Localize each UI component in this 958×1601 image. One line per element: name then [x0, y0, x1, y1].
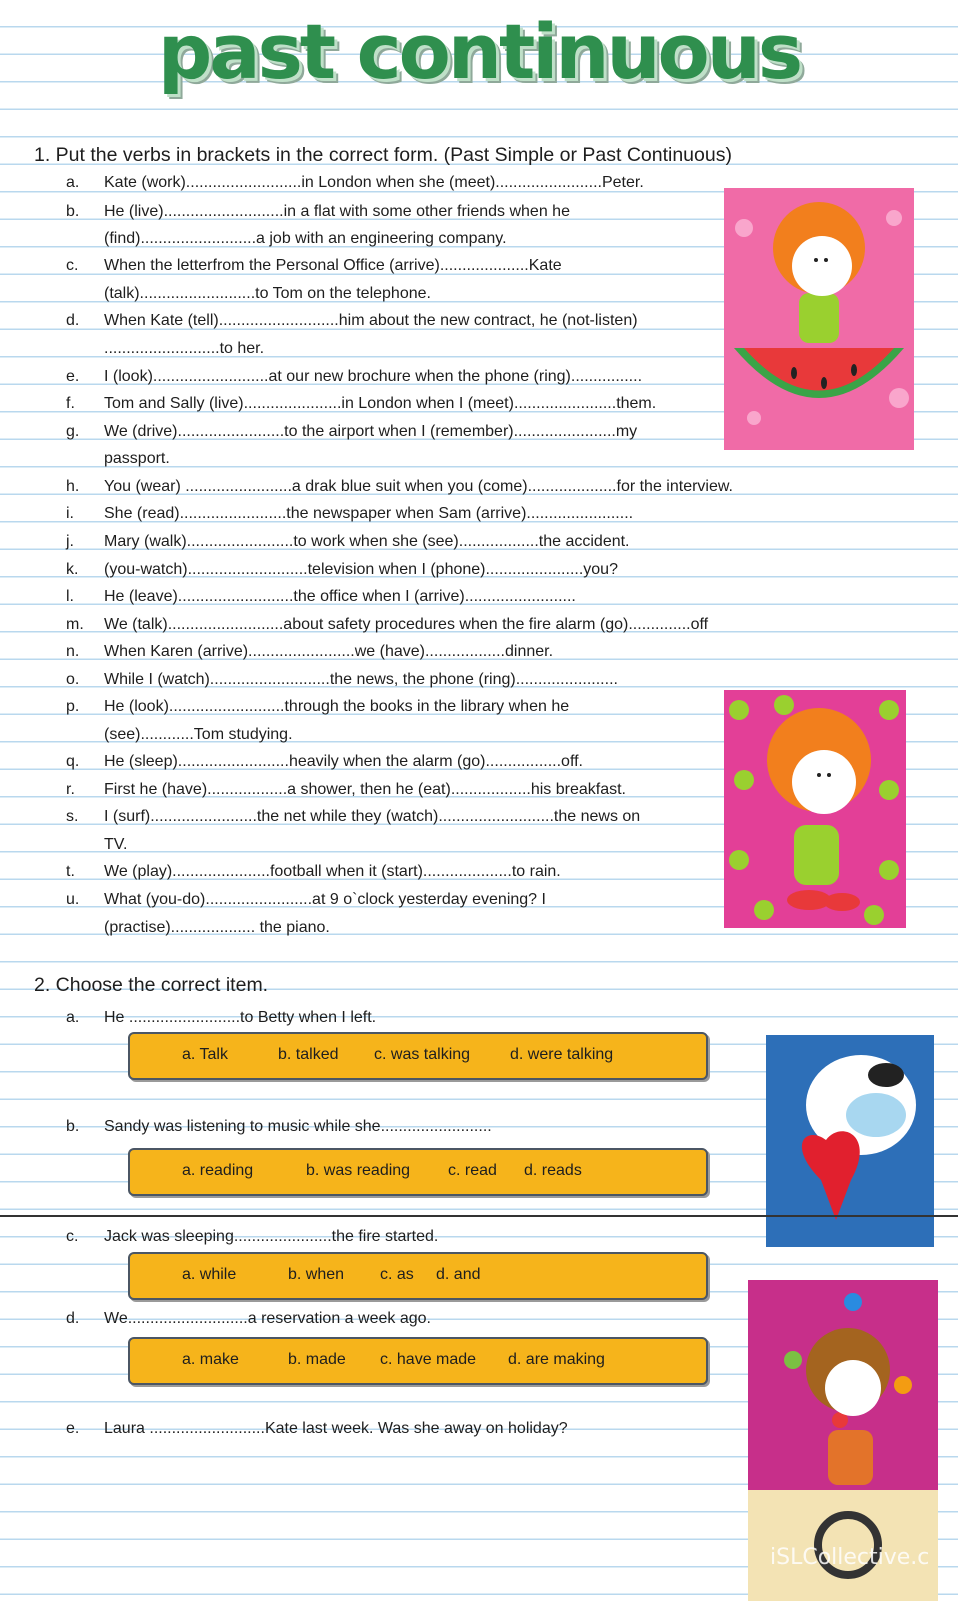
exercise-1-item: (practise)................... the piano. [104, 919, 330, 936]
exercise-1-item: ..........................to her. [104, 340, 265, 357]
item-text: (you-watch)...........................television when I (phone)......................you? [104, 561, 618, 578]
item-text: I (surf)........................the net while they (watch)..........................the news on [104, 808, 641, 825]
options-box [128, 1148, 708, 1196]
exercise-1-item [66, 202, 570, 222]
exercise-1-item [66, 670, 618, 690]
item-text: I (look)..........................at our new brochure when the phone (ring)................ [104, 368, 643, 385]
question-text: We...........................a reservation a week ago. [104, 1310, 431, 1327]
girl-thinking-icon [724, 690, 906, 928]
question-letter: c. [66, 1228, 79, 1245]
item-letter: e. [66, 368, 80, 385]
exercise-1-item [66, 560, 618, 580]
item-text: We (drive)........................to the airport when I (remember).......................my [104, 423, 638, 440]
exercise-1-item [66, 587, 576, 607]
exercise-1-item [66, 311, 638, 331]
item-letter: c. [66, 257, 79, 274]
question-letter: b. [66, 1118, 80, 1135]
answer-option[interactable]: d. and [436, 1266, 481, 1283]
question-5 [66, 1419, 568, 1439]
question-text: Sandy was listening to music while she......................... [104, 1118, 492, 1135]
question-3 [66, 1227, 438, 1247]
exercise-1-item [66, 173, 644, 193]
answer-option[interactable]: d. were talking [510, 1046, 614, 1063]
answer-option[interactable]: a. while [182, 1266, 237, 1283]
item-text: When Kate (tell)...........................him about the new contract, he (not-listen) [104, 312, 638, 329]
item-letter: q. [66, 753, 80, 770]
item-text: She (read)........................the newspaper when Sam (arrive)........................ [104, 505, 634, 522]
item-text: You (wear) ........................a drak blue suit when you (come)....................for the interview. [104, 478, 733, 495]
question-letter: e. [66, 1420, 80, 1437]
question-1 [66, 1008, 376, 1028]
answer-option[interactable]: c. as [380, 1266, 414, 1283]
item-text: He (live)...........................in a flat with some other friends when he [104, 203, 570, 220]
answer-option[interactable]: b. was reading [306, 1162, 411, 1179]
item-letter: m. [66, 616, 84, 633]
item-text: Mary (walk)........................to work when she (see)..................the accident. [104, 533, 630, 550]
item-letter: l. [66, 588, 74, 605]
item-text: First he (have)..................a shower, then he (eat)..................his breakfast. [104, 781, 626, 798]
answer-option[interactable]: c. was talking [374, 1046, 471, 1063]
answer-option[interactable]: c. read [448, 1162, 497, 1179]
exercise-1-item [66, 780, 626, 800]
item-text: He (sleep).........................heavily when the alarm (go).................off. [104, 753, 583, 770]
item-letter: o. [66, 671, 80, 688]
exercise-1-item [66, 256, 562, 276]
question-letter: d. [66, 1310, 80, 1327]
item-text: Tom and Sally (live)......................in London when I (meet).......................them. [104, 395, 657, 412]
answer-option[interactable]: a. Talk [182, 1046, 228, 1063]
exercise-1-item: (see)............Tom studying. [104, 726, 293, 743]
item-text: Kate (work)..........................in London when she (meet)........................Peter. [104, 174, 644, 191]
exercise-2-heading: 2. Choose the correct item. [34, 974, 269, 996]
item-text: What (you-do)........................at 9 o`clock yesterday evening? I [104, 891, 546, 908]
exercise-1-item [66, 532, 630, 552]
item-letter: d. [66, 312, 80, 329]
exercise-1-heading: 1. Put the verbs in brackets in the correct form. (Past Simple or Past Continuous) [34, 144, 732, 166]
exercise-1-item [66, 422, 637, 442]
item-text: We (play)......................football when it (start)....................to rain. [104, 863, 561, 880]
exercise-1-item [66, 862, 561, 882]
item-letter: g. [66, 423, 80, 440]
answer-option[interactable]: a. reading [182, 1162, 254, 1179]
exercise-1-item [66, 752, 583, 772]
item-letter: j. [66, 533, 74, 550]
question-text: Jack was sleeping......................the fire started. [104, 1228, 439, 1245]
item-letter: f. [66, 395, 75, 412]
item-letter: k. [66, 561, 79, 578]
question-letter: a. [66, 1009, 80, 1026]
exercise-1-item [66, 642, 553, 662]
exercise-1-item: TV. [104, 836, 128, 853]
item-letter: h. [66, 478, 80, 495]
exercise-1-item [66, 890, 546, 910]
divider [0, 1215, 958, 1217]
item-letter: r. [66, 781, 75, 798]
options-box [128, 1032, 708, 1080]
exercise-1-item [66, 807, 640, 827]
question-2 [66, 1117, 492, 1137]
question-text: He .........................to Betty when I left. [104, 1009, 377, 1026]
item-letter: s. [66, 808, 79, 825]
exercise-1-item: (find)..........................a job with an engineering company. [104, 230, 507, 247]
answer-option[interactable]: c. have made [380, 1351, 477, 1368]
options-box [128, 1337, 708, 1385]
item-letter: a. [66, 174, 80, 191]
exercise-1-item [66, 615, 708, 635]
exercise-1-item [66, 394, 656, 414]
item-text: When Karen (arrive)........................we (have)..................dinner. [104, 643, 554, 660]
exercise-1-item: passport. [104, 450, 170, 467]
question-4 [66, 1309, 431, 1329]
item-text: While I (watch)...........................the news, the phone (ring)....................... [104, 671, 618, 688]
item-letter: i. [66, 505, 74, 522]
exercise-1-item [66, 477, 733, 497]
item-letter: t. [66, 863, 75, 880]
exercise-1-item [66, 367, 642, 387]
item-letter: n. [66, 643, 80, 660]
answer-option[interactable]: d. are making [508, 1351, 605, 1368]
answer-option[interactable]: b. made [288, 1351, 346, 1368]
answer-option[interactable]: b. when [288, 1266, 345, 1283]
item-letter: b. [66, 203, 80, 220]
answer-option[interactable]: d. reads [524, 1162, 582, 1179]
options-box [128, 1252, 708, 1300]
girl-on-watermelon-icon [724, 188, 914, 450]
item-letter: u. [66, 891, 80, 908]
item-text: He (look)..........................through the books in the library when he [104, 698, 570, 715]
exercise-1-item [66, 504, 633, 524]
item-letter: p. [66, 698, 80, 715]
page-title: past continuous [157, 7, 801, 96]
question-text: Laura ..........................Kate last week. Was she away on holiday? [104, 1420, 568, 1437]
item-text: He (leave)..........................the office when I (arrive)......................... [104, 588, 576, 605]
exercise-1-item [66, 697, 569, 717]
item-text: We (talk)..........................about safety procedures when the fire alarm (go)..............off [104, 616, 709, 633]
watermark: iSLCollective.c [770, 1545, 930, 1570]
exercise-1-item: (talk)..........................to Tom on the telephone. [104, 285, 431, 302]
answer-option[interactable]: a. make [182, 1351, 239, 1368]
answer-option[interactable]: b. talked [278, 1046, 339, 1063]
item-text: When the letterfrom the Personal Office (arrive)....................Kate [104, 257, 562, 274]
